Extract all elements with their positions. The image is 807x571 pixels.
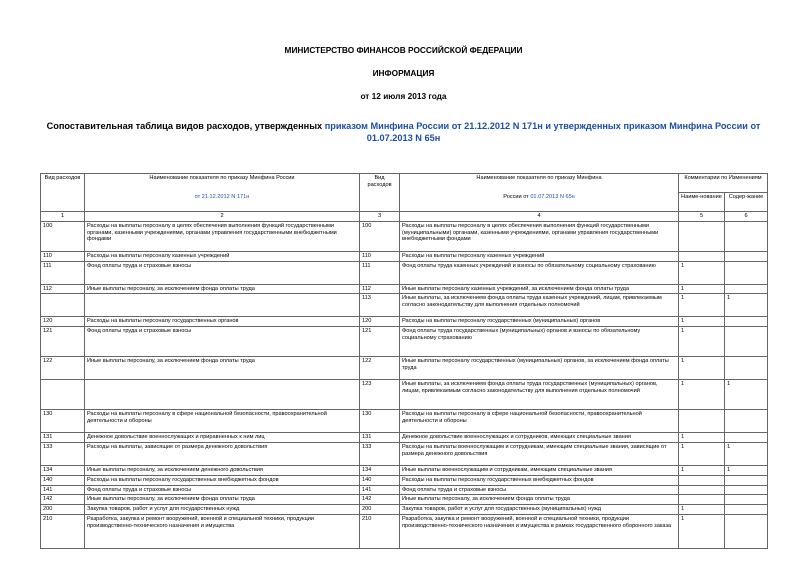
cell-vid-old: 210 [41,514,85,548]
document-type: ИНФОРМАЦИЯ [372,68,435,78]
cell-name-old: Расходы на выплаты, зависящие от размера денежного довольствия [85,442,360,465]
cell-comment-soder [725,251,768,261]
cell-name-new: Расходы на выплаты персоналу в сфере национальной безопасности, правоохранительной деятельности и обороны [400,410,679,433]
cell-comment-soder: 1 [725,465,768,475]
cell-vid-old: 130 [41,410,85,433]
cell-name-new: Фонд оплаты труда государственных (муниципальных) органов и взносы по обязательному социальному страхованию [400,327,679,357]
cell-name-old: Иные выплаты персоналу, за исключением фонда оплаты труда [85,357,360,380]
document-title [40,121,767,144]
cell-vid-new: 200 [360,505,400,515]
cell-comment-naim: 1 [679,284,725,294]
cell-vid-new: 120 [360,317,400,327]
header-name-2-link[interactable]: 01.07.2013 N 65н [530,193,575,200]
cell-name-old: Расходы на выплаты персоналу в сфере национальной безопасности, правоохранительной деятельности и обороны [85,410,360,433]
cell-name-old: Фонд оплаты труда и страховые взносы [85,485,360,495]
cell-comment-soder: 1 [725,380,768,410]
table-row [41,317,768,327]
cell-name-old [85,294,360,317]
cell-vid-new: 134 [360,465,400,475]
cell-name-new: Расходы на выплаты персоналу казенных учреждений [400,251,679,261]
header-name-1-link[interactable]: от 21.12.2012 N 171н [194,193,250,200]
cell-comment-soder: 1 [725,294,768,317]
cell-vid-new: 131 [360,433,400,443]
cell-comment-naim: 1 [679,327,725,357]
header-vid-2: Вид расходов [360,174,400,212]
cell-comment-soder [725,327,768,357]
cell-vid-new: 100 [360,221,400,251]
header-name-2-pre: России от [503,193,531,200]
cell-comment-naim: 1 [679,505,725,515]
table-row [41,380,768,410]
cell-vid-old: 131 [41,433,85,443]
table-row [41,261,768,284]
cell-comment-soder [725,284,768,294]
cell-comment-soder [725,505,768,515]
cell-name-old: Расходы на выплаты персоналу государственных органов [85,317,360,327]
order-link-1[interactable]: приказом [324,121,368,131]
title-text-1: Сопоставительная таблица видов расходов, утвержденных [46,121,325,131]
cell-name-old: Иные выплаты персоналу, за исключением денежного довольствия [85,465,360,475]
cell-vid-old: 121 [41,327,85,357]
cell-name-new: Иные выплаты персоналу казенных учреждений, за исключением фонда оплаты труда [400,284,679,294]
table-row [41,410,768,433]
cell-vid-old [41,294,85,317]
cell-vid-old: 140 [41,475,85,485]
cell-comment-naim: 1 [679,261,725,284]
table-row [41,475,768,485]
cell-comment-soder [725,485,768,495]
table-row [41,514,768,548]
cell-vid-old [41,380,85,410]
title-text-3: Минфина России от 01.07.2013 N 65н [366,121,761,143]
cell-name-new: Иные выплаты, за исключением фонда оплаты труда государственных (муниципальных) органов, лицам, привлекаемым согласно законодательству для выполнения отдельных полномочий [400,380,679,410]
cell-comment-naim [679,221,725,251]
cell-name-new: Расходы на выплаты персоналу в целях обеспечения выполнения функций государственными (муниципальными) органами, казенными учреждениями, органами управления государственными внебюджетными фондами [400,221,679,251]
cell-name-old: Расходы на выплаты персоналу государственных внебюджетных фондов [85,475,360,485]
table-header-row [41,174,768,193]
cell-vid-old: 122 [41,357,85,380]
cell-name-old [85,380,360,410]
cell-name-new: Закупка товаров, работ и услуг для государственных (муниципальных) нужд [400,505,679,515]
cell-comment-soder [725,261,768,284]
cell-comment-naim: 1 [679,433,725,443]
cell-comment-soder [725,357,768,380]
cell-comment-naim: 1 [679,465,725,475]
col-number: 3 [360,212,400,222]
cell-name-old: Расходы на выплаты персоналу казенных учреждений [85,251,360,261]
cell-name-new: Денежное довольствие военнослужащих и сотрудников, имеющих специальные звания [400,433,679,443]
cell-name-new: Расходы на выплаты персоналу государственных внебюджетных фондов [400,475,679,485]
cell-vid-new: 210 [360,514,400,548]
cell-vid-new: 141 [360,485,400,495]
cell-comment-naim: 1 [679,317,725,327]
cell-vid-old: 141 [41,485,85,495]
header-name-1-text: Наименование показателя по приказу Минфина России [149,175,295,181]
cell-vid-new: 121 [360,327,400,357]
table-row [41,505,768,515]
cell-vid-old: 120 [41,317,85,327]
cell-comment-soder [725,433,768,443]
cell-comment-naim [679,251,725,261]
table-row [41,495,768,505]
cell-name-old: Денежное довольствие военнослужащих и приравненных к ним лиц [85,433,360,443]
table-row [41,442,768,465]
header-vid-1: Вид расходов [41,174,85,212]
header-name-2 [400,174,679,212]
document-date: от 12 июля 2013 года [360,91,447,101]
cell-vid-new: 110 [360,251,400,261]
cell-comment-naim: 1 [679,514,725,548]
cell-name-old: Разработка, закупка и ремонт вооружений, военной и специальной техники, продукции производственно-технического назначения и имущества [85,514,360,548]
column-numbers-row [41,212,768,222]
header-name-1 [85,174,360,212]
cell-name-new: Иные выплаты военнослужащим и сотрудникам, имеющим специальные звания [400,465,679,475]
col-number: 2 [85,212,360,222]
table-row [41,294,768,317]
order-link-2[interactable]: приказом [623,121,667,131]
cell-comment-naim: 1 [679,380,725,410]
col-number: 1 [41,212,85,222]
cell-vid-old: 200 [41,505,85,515]
cell-vid-new: 122 [360,357,400,380]
cell-name-old: Иные выплаты персоналу, за исключением фонда оплаты труда [85,495,360,505]
table-row [41,327,768,357]
comparison-table [40,173,768,549]
cell-comment-soder [725,514,768,548]
cell-comment-naim: 1 [679,294,725,317]
cell-vid-old: 133 [41,442,85,465]
cell-name-old: Иные выплаты персоналу, за исключением фонда оплаты труда [85,284,360,294]
cell-vid-new: 112 [360,284,400,294]
cell-name-new: Расходы на выплаты военнослужащим и сотрудникам, имеющим специальные звания, зависящие от размера денежного довольствия [400,442,679,465]
cell-vid-new: 123 [360,380,400,410]
cell-comment-soder [725,221,768,251]
cell-name-new: Фонд оплаты труда казенных учреждений и взносы по обязательному социальному страхованию [400,261,679,284]
cell-comment-soder [725,410,768,433]
cell-vid-new: 113 [360,294,400,317]
cell-comment-naim [679,475,725,485]
cell-name-new: Фонд оплаты труда и страховые взносы [400,485,679,495]
ministry-name: МИНИСТЕРСТВО ФИНАНСОВ РОССИЙСКОЙ ФЕДЕРАЦИИ [284,45,523,55]
cell-vid-old: 142 [41,495,85,505]
col-number: 6 [725,212,768,222]
cell-comment-soder [725,495,768,505]
col-number: 4 [400,212,679,222]
cell-comment-naim [679,410,725,433]
table-row [41,251,768,261]
table-row [41,357,768,380]
title-text-2: Минфина России от 21.12.2012 N 171н и утвержденных [367,121,624,131]
cell-vid-new: 133 [360,442,400,465]
table-row [41,485,768,495]
cell-vid-old: 110 [41,251,85,261]
header-soder: Содер-жание [725,193,768,212]
cell-vid-old: 111 [41,261,85,284]
cell-name-new: Иные выплаты, за исключением фонда оплаты труда казенных учреждений, лицам, привлекаемым согласно законодательству для выполнения отдельных полномочий [400,294,679,317]
header-naim: Наиме-нование [679,193,725,212]
cell-vid-new: 130 [360,410,400,433]
cell-vid-old: 112 [41,284,85,294]
header-name-2-text: Наименование показателя по приказу Минфина [476,175,602,181]
cell-name-new: Иные выплаты персоналу государственных (муниципальных) органов, за исключением фонда оплаты труда [400,357,679,380]
cell-name-old: Расходы на выплаты персоналу в целях обеспечения выполнения функций государственными органами, казенными учреждениями, органами управления государственными внебюджетными фондами [85,221,360,251]
cell-name-old: Закупка товаров, работ и услуг для государственных нужд [85,505,360,515]
cell-comment-naim [679,495,725,505]
cell-vid-new: 111 [360,261,400,284]
cell-comment-soder: 1 [725,442,768,465]
cell-comment-soder [725,475,768,485]
table-row [41,433,768,443]
cell-vid-new: 142 [360,495,400,505]
table-row [41,465,768,475]
table-row [41,284,768,294]
cell-comment-naim [679,485,725,495]
cell-comment-naim: 1 [679,442,725,465]
cell-vid-old: 134 [41,465,85,475]
header-comments: Комментарии по Изменениям [679,174,768,193]
cell-name-old: Фонд оплаты труда и страховые взносы [85,327,360,357]
cell-comment-soder [725,317,768,327]
cell-name-old: Фонд оплаты труда и страховые взносы [85,261,360,284]
cell-comment-naim: 1 [679,357,725,380]
col-number: 5 [679,212,725,222]
cell-name-new: Иные выплаты персоналу, за исключением фонда оплаты труда [400,495,679,505]
table-row [41,221,768,251]
cell-name-new: Расходы на выплаты персоналу государственных (муниципальных) органов [400,317,679,327]
cell-vid-old: 100 [41,221,85,251]
cell-name-new: Разработка, закупка и ремонт вооружений, военной и специальной техники, продукции производственно-технического назначения и имущества в рамках государственного оборонного заказа [400,514,679,548]
cell-vid-new: 140 [360,475,400,485]
